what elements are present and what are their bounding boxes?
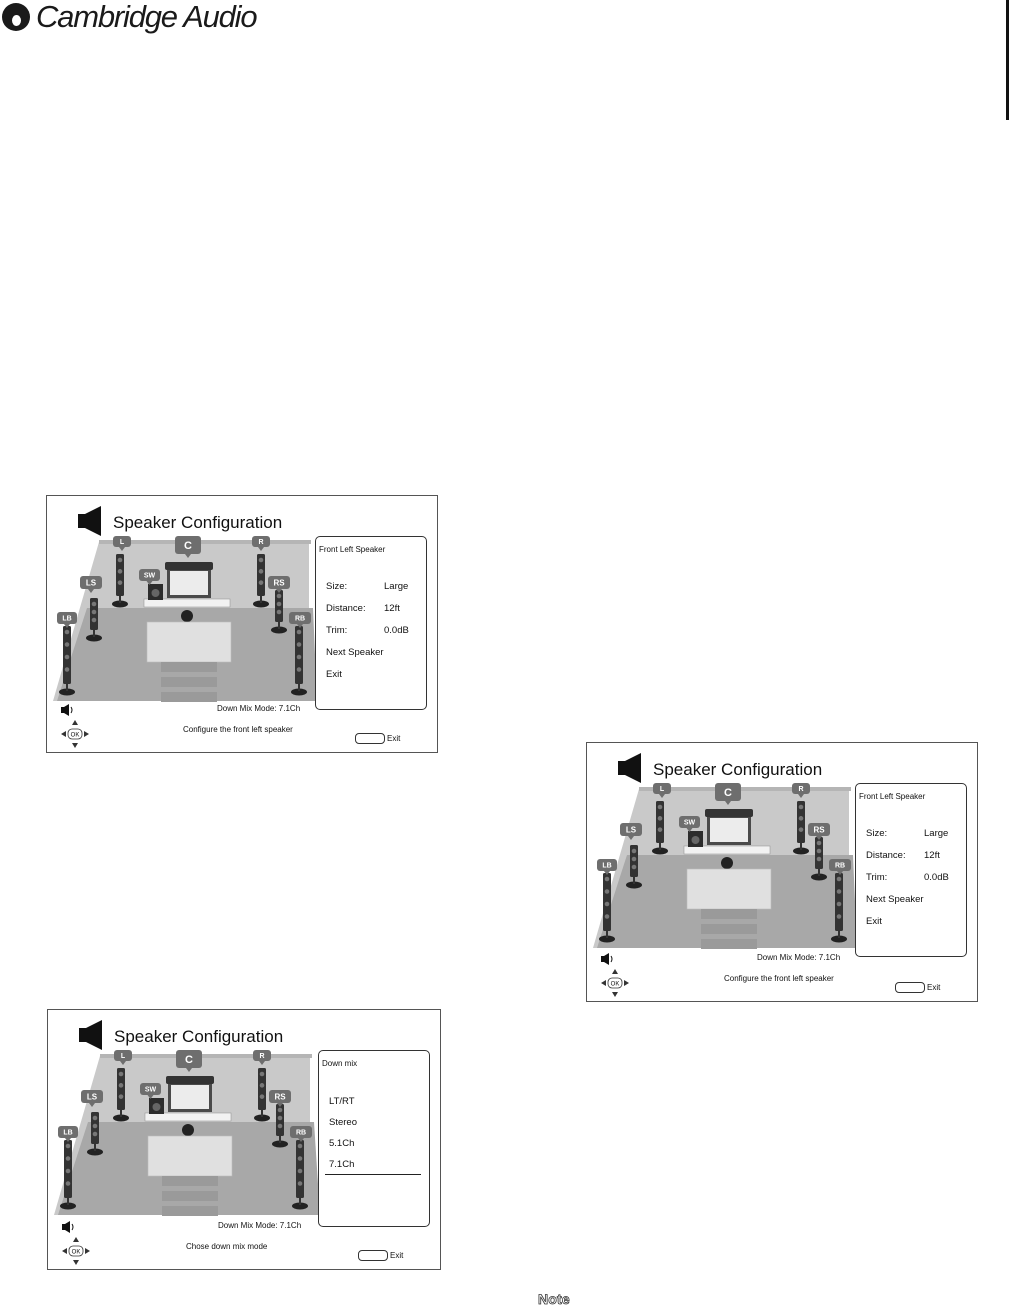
subwoofer-cone: [152, 589, 160, 597]
sofa: [148, 1136, 232, 1176]
setting-value: Large: [384, 581, 409, 592]
floor-rug-stripe: [701, 909, 757, 919]
tv-stand: [144, 599, 230, 607]
speaker-tag-label: R: [259, 1053, 265, 1061]
speaker-tag-label: C: [724, 786, 732, 799]
hint-text: Configure the front left speaker: [183, 725, 293, 734]
tv-panel: [171, 1085, 209, 1109]
center-speaker: [166, 1076, 214, 1084]
floor-rug-stripe: [162, 1206, 218, 1216]
speaker-tag-label: LS: [625, 825, 637, 835]
settings-panel: [315, 536, 427, 710]
down-mix-screen: [47, 1009, 441, 1270]
panel-title: Front Left Speaker: [859, 792, 926, 801]
setting-label: Distance:: [326, 603, 366, 614]
setting-label: Distance:: [866, 850, 906, 861]
floor-rug-stripe: [162, 1191, 218, 1201]
speaker-title-icon: [617, 753, 645, 783]
settings-panel: [855, 783, 967, 957]
floor-rug-stripe: [701, 924, 757, 934]
speaker-tag-label: RB: [295, 1129, 307, 1137]
selected-option-underline: [325, 1174, 421, 1175]
sofa: [687, 869, 771, 909]
subwoofer-cone: [692, 836, 700, 844]
speaker-tag-left_back[interactable]: [58, 1126, 78, 1142]
down-mix-option[interactable]: Stereo: [329, 1117, 357, 1128]
speaker-tag-label: LB: [63, 1129, 73, 1137]
ok-button-label: OK: [610, 981, 620, 988]
page-title: Speaker Configuration: [653, 760, 823, 779]
exit-button[interactable]: [358, 1250, 388, 1261]
exit-button[interactable]: [895, 982, 925, 993]
dpad-navigation[interactable]: [61, 720, 89, 748]
down-mix-status: Down Mix Mode: 7.1Ch: [757, 953, 841, 962]
speaker-tag-label: L: [120, 1053, 126, 1061]
setting-row[interactable]: [326, 581, 416, 592]
panel-title: Front Left Speaker: [319, 545, 386, 554]
speaker-tag-label: C: [184, 539, 192, 552]
volume-icon: [61, 704, 75, 716]
speaker-tag-label: LS: [85, 578, 97, 588]
setting-value: 0.0dB: [924, 872, 949, 883]
speaker-tag-label: RB: [294, 615, 306, 623]
next-speaker-option[interactable]: Next Speaker: [866, 894, 924, 905]
hint-text: Chose down mix mode: [186, 1242, 268, 1251]
down-mix-status: Down Mix Mode: 7.1Ch: [217, 704, 301, 713]
tv-stand: [145, 1113, 231, 1121]
logo-mark-icon: [2, 3, 30, 31]
hint-text: Configure the front left speaker: [724, 974, 834, 983]
settings-panel: [318, 1050, 430, 1227]
down-mix-option[interactable]: 7.1Ch: [329, 1159, 355, 1170]
exit-button-label: Exit: [387, 734, 401, 743]
speaker-tag-label: RS: [813, 825, 825, 835]
page-title: Speaker Configuration: [113, 513, 283, 532]
floor-rug-stripe: [701, 939, 757, 949]
speaker-tag-label: R: [798, 786, 804, 794]
page-edge-marker: [1006, 0, 1009, 120]
floor-rug-stripe: [161, 692, 217, 702]
speaker-tag-label: SW: [144, 1086, 157, 1094]
listener-head: [181, 610, 193, 622]
center-speaker: [705, 809, 753, 817]
setting-label: Trim:: [326, 625, 348, 636]
panel-title: Down mix: [322, 1059, 358, 1068]
center-speaker: [165, 562, 213, 570]
tv-stand: [684, 846, 770, 854]
exit-button-label: Exit: [927, 983, 941, 992]
speaker-tag-label: L: [119, 539, 125, 547]
setting-value: 0.0dB: [384, 625, 409, 636]
setting-row[interactable]: [866, 850, 956, 861]
subwoofer-cone: [153, 1103, 161, 1111]
speaker-tag-label: LB: [602, 862, 612, 870]
speaker-title-icon: [78, 1020, 106, 1050]
speaker-tag-label: LB: [62, 615, 72, 623]
down-mix-option[interactable]: LT/RT: [329, 1096, 355, 1107]
speaker-tag-left_back[interactable]: [57, 612, 77, 628]
setting-value: 12ft: [384, 603, 400, 614]
down-mix-status: Down Mix Mode: 7.1Ch: [218, 1221, 302, 1230]
floor-rug-stripe: [161, 662, 217, 672]
speaker-tag-label: LS: [86, 1092, 98, 1102]
speaker-config-screen-1: [46, 495, 438, 753]
speaker-tag-label: RB: [834, 862, 846, 870]
dpad-navigation[interactable]: [62, 1237, 90, 1265]
page-title: Speaker Configuration: [114, 1027, 284, 1046]
speaker-title-icon: [77, 506, 105, 536]
floor-rug-stripe: [162, 1176, 218, 1186]
speaker-tag-label: RS: [274, 1092, 286, 1102]
setting-label: Size:: [326, 581, 348, 592]
speaker-tag-label: SW: [143, 572, 156, 580]
setting-value: Large: [924, 828, 949, 839]
exit-button-label: Exit: [390, 1251, 404, 1260]
setting-label: Trim:: [866, 872, 888, 883]
setting-row[interactable]: [866, 828, 956, 839]
exit-option[interactable]: Exit: [866, 916, 882, 927]
note-heading: Note: [538, 1291, 570, 1307]
floor-rug-stripe: [161, 677, 217, 687]
setting-label: Size:: [866, 828, 888, 839]
speaker-tag-left_back[interactable]: [597, 859, 617, 875]
tv-panel: [170, 571, 208, 595]
volume-icon: [62, 1221, 76, 1233]
speaker-tag-label: R: [258, 539, 264, 547]
speaker-tag-label: RS: [273, 578, 285, 588]
ok-button-label: OK: [71, 1249, 81, 1256]
tv-panel: [710, 818, 748, 842]
exit-option[interactable]: Exit: [326, 669, 342, 680]
setting-row[interactable]: [326, 603, 416, 614]
dpad-navigation[interactable]: [601, 969, 629, 997]
sofa: [147, 622, 231, 662]
exit-button[interactable]: [355, 733, 385, 744]
down-mix-option[interactable]: 5.1Ch: [329, 1138, 355, 1149]
setting-value: 12ft: [924, 850, 940, 861]
volume-icon: [601, 953, 615, 965]
brand-logo: [2, 0, 256, 34]
listener-head: [182, 1124, 194, 1136]
listener-head: [721, 857, 733, 869]
setting-row[interactable]: [326, 625, 416, 636]
ok-button-label: OK: [70, 732, 80, 739]
brand-name: Cambridge Audio: [36, 0, 257, 34]
speaker-tag-label: SW: [683, 819, 696, 827]
next-speaker-option[interactable]: Next Speaker: [326, 647, 384, 658]
speaker-tag-label: L: [659, 786, 665, 794]
speaker-tag-label: C: [185, 1053, 193, 1066]
speaker-config-screen-2: [586, 742, 978, 1002]
setting-row[interactable]: [866, 872, 956, 883]
